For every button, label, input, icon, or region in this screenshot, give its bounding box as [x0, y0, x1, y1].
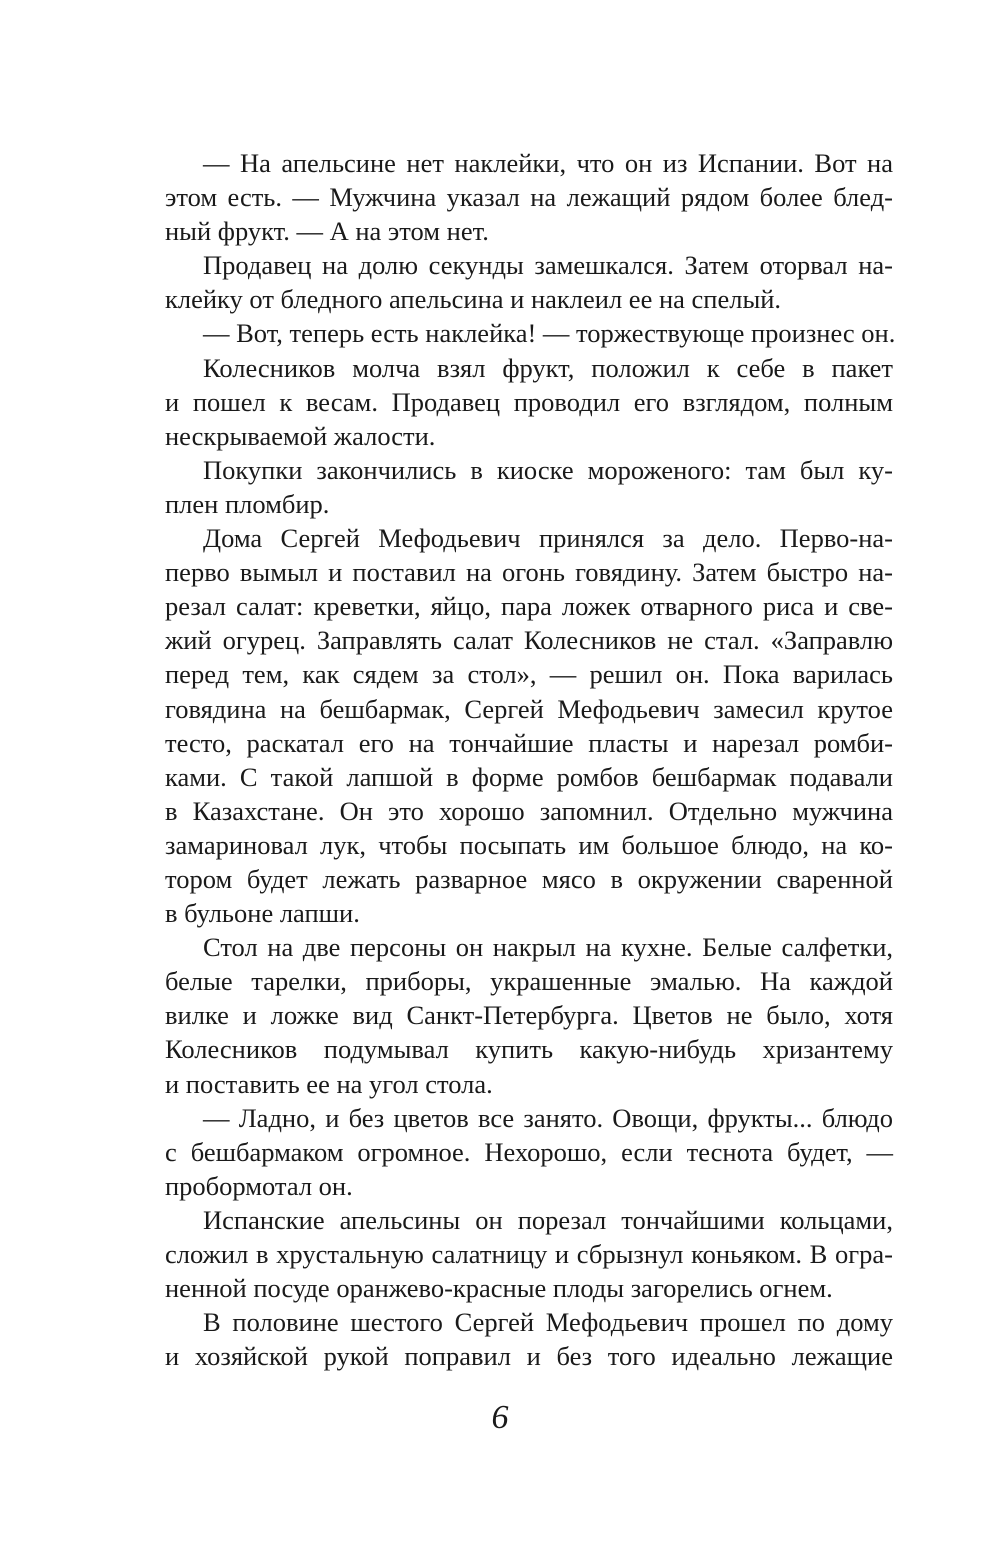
body-text: [165, 146, 896, 1373]
text-line: Продавец на долю секунды замешкался. Затем оторвал на-: [203, 250, 893, 281]
text-line: ненной посуде оранжево-красные плоды загорелись огнем.: [165, 1273, 833, 1304]
text-line: плен пломбир.: [165, 488, 330, 519]
text-line: жий огурец. Заправлять салат Колесников не стал. «Заправлю: [165, 625, 893, 656]
text-line: — Вот, теперь есть наклейка! — торжествующе произнес он.: [203, 318, 896, 349]
text-line: перед тем, как сядем за стол», — решил он. Пока варилась: [165, 659, 893, 690]
text-line: вилке и ложке вид Санкт-Петербурга. Цветов не было, хотя: [165, 1000, 893, 1031]
text-line: в Казахстане. Он это хорошо запомнил. Отдельно мужчина: [165, 795, 893, 826]
text-line: и хозяйской рукой поправил и без того идеально лежащие: [165, 1341, 893, 1372]
text-line: Колесников подумывал купить какую-нибудь хризантему: [165, 1034, 893, 1065]
text-line: Колесников молча взял фрукт, положил к себе в пакет: [203, 352, 893, 383]
text-line: клейку от бледного апельсина и наклеил ее на спелый.: [165, 284, 782, 315]
text-line: замариновал лук, чтобы посыпать им большое блюдо, на ко-: [165, 829, 893, 860]
text-line: и пошел к весам. Продавец проводил его взглядом, полным: [165, 386, 893, 417]
text-line: резал салат: креветки, яйцо, пара ложек отварного риса и све-: [165, 591, 893, 622]
text-line: ный фрукт. — А на этом нет.: [165, 216, 489, 247]
text-line: Покупки закончились в киоске мороженого: там был ку-: [203, 454, 893, 485]
text-line: в бульоне лапши.: [165, 898, 360, 929]
text-line: — На апельсине нет наклейки, что он из Испании. Вот на: [203, 148, 893, 178]
text-line: с бешбармаком огромное. Нехорошо, если теснота будет, —: [165, 1136, 893, 1167]
text-line: нескрываемой жалости.: [165, 420, 436, 451]
text-line: тесто, раскатал его на тончайшие пласты и нарезал ромби-: [165, 727, 893, 758]
text-line: ками. С такой лапшой в форме ромбов бешбармак подавали: [165, 761, 893, 792]
text-line: Стол на две персоны он накрыл на кухне. Белые салфетки,: [203, 932, 893, 963]
text-line: тором будет лежать разварное мясо в окружении сваренной: [165, 863, 893, 894]
text-line: говядина на бешбармак, Сергей Мефодьевич замесил крутое: [165, 693, 893, 724]
text-line: пробормотал он.: [165, 1170, 353, 1201]
text-line: и поставить ее на угол стола.: [165, 1068, 493, 1099]
text-line: этом есть. — Мужчина указал на лежащий рядом более блед-: [165, 182, 893, 213]
page-number: 6: [491, 1399, 509, 1436]
text-line: белые тарелки, приборы, украшенные эмалью. На каждой: [165, 966, 893, 997]
text-line: — Ладно, и без цветов все занято. Овощи, фрукты... блюдо: [203, 1102, 893, 1133]
text-line: сложил в хрустальную салатницу и сбрызнул коньяком. В огра-: [165, 1239, 893, 1269]
text-line: В половине шестого Сергей Мефодьевич прошел по дому: [203, 1307, 893, 1338]
text-line: перво вымыл и поставил на огонь говядину. Затем быстро на-: [165, 557, 893, 588]
text-line: Испанские апельсины он порезал тончайшими кольцами,: [203, 1204, 893, 1235]
text-line: Дома Сергей Мефодьевич принялся за дело. Перво-на-: [203, 523, 893, 554]
